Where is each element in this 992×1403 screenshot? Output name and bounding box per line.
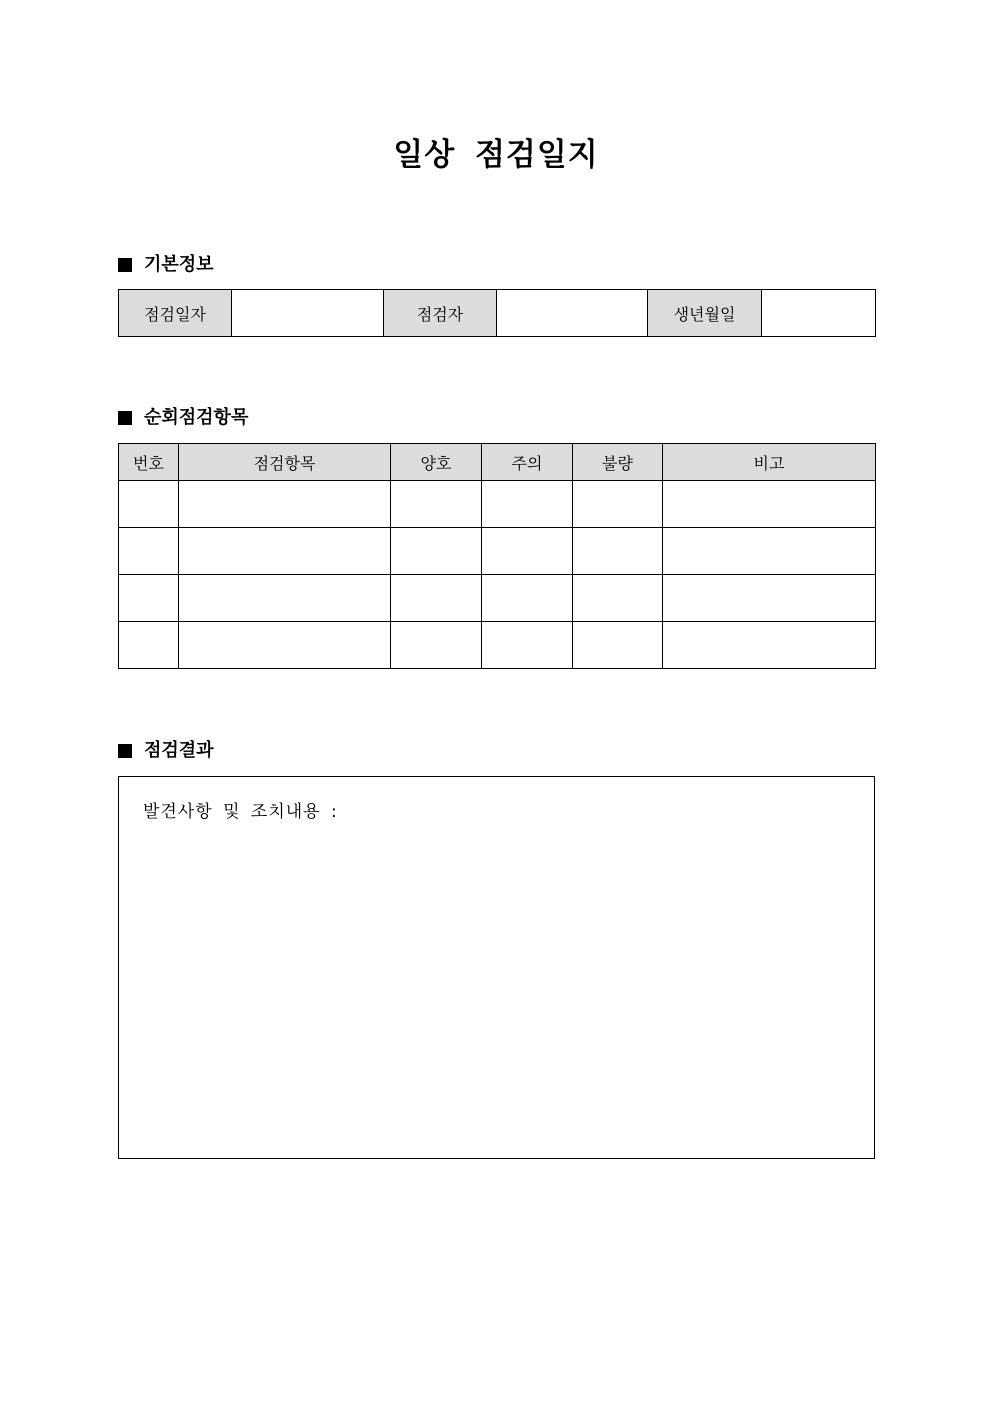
birth-date-label: 생년월일 (648, 290, 762, 337)
cell-remarks[interactable] (663, 528, 876, 575)
result-textarea[interactable] (118, 776, 875, 1159)
basic-info-table (118, 289, 876, 337)
cell-good[interactable] (391, 528, 482, 575)
cell-item[interactable] (179, 528, 391, 575)
cell-bad[interactable] (573, 481, 663, 528)
section-heading-result (118, 739, 214, 763)
square-bullet-icon (118, 258, 132, 272)
cell-good[interactable] (391, 481, 482, 528)
cell-caution[interactable] (482, 481, 573, 528)
cell-remarks[interactable] (663, 622, 876, 669)
page-title: 일상 점검일지 (393, 137, 599, 173)
table-row (119, 528, 876, 575)
inspector-field[interactable] (497, 290, 648, 337)
cell-item[interactable] (179, 481, 391, 528)
cell-good[interactable] (391, 575, 482, 622)
section-heading-label: 기본정보 (144, 254, 214, 275)
cell-remarks[interactable] (663, 481, 876, 528)
cell-number[interactable] (119, 575, 179, 622)
cell-item[interactable] (179, 575, 391, 622)
table-row (119, 575, 876, 622)
column-header-bad: 불량 (573, 444, 663, 481)
inspection-date-label: 점검일자 (119, 290, 232, 337)
findings-actions-label: 발견사항 및 조치내용 : (143, 802, 338, 822)
table-row (119, 481, 876, 528)
table-row (119, 622, 876, 669)
inspection-date-field[interactable] (232, 290, 384, 337)
cell-caution[interactable] (482, 622, 573, 669)
column-header-remarks: 비고 (663, 444, 876, 481)
section-heading-patrol-items (118, 406, 248, 430)
column-header-number: 번호 (119, 444, 179, 481)
square-bullet-icon (118, 411, 132, 425)
table-header-row (119, 444, 876, 481)
cell-caution[interactable] (482, 575, 573, 622)
column-header-item: 점검항목 (179, 444, 391, 481)
cell-number[interactable] (119, 622, 179, 669)
inspector-label: 점검자 (384, 290, 497, 337)
cell-caution[interactable] (482, 528, 573, 575)
patrol-items-table (118, 443, 876, 669)
birth-date-field[interactable] (762, 290, 876, 337)
cell-number[interactable] (119, 481, 179, 528)
cell-item[interactable] (179, 622, 391, 669)
section-heading-label: 점검결과 (144, 740, 214, 761)
section-heading-label: 순회점검항목 (144, 407, 249, 428)
column-header-good: 양호 (391, 444, 482, 481)
cell-good[interactable] (391, 622, 482, 669)
column-header-caution: 주의 (482, 444, 573, 481)
cell-remarks[interactable] (663, 575, 876, 622)
cell-bad[interactable] (573, 575, 663, 622)
section-heading-basic-info (118, 253, 214, 277)
cell-bad[interactable] (573, 622, 663, 669)
cell-number[interactable] (119, 528, 179, 575)
cell-bad[interactable] (573, 528, 663, 575)
square-bullet-icon (118, 744, 132, 758)
